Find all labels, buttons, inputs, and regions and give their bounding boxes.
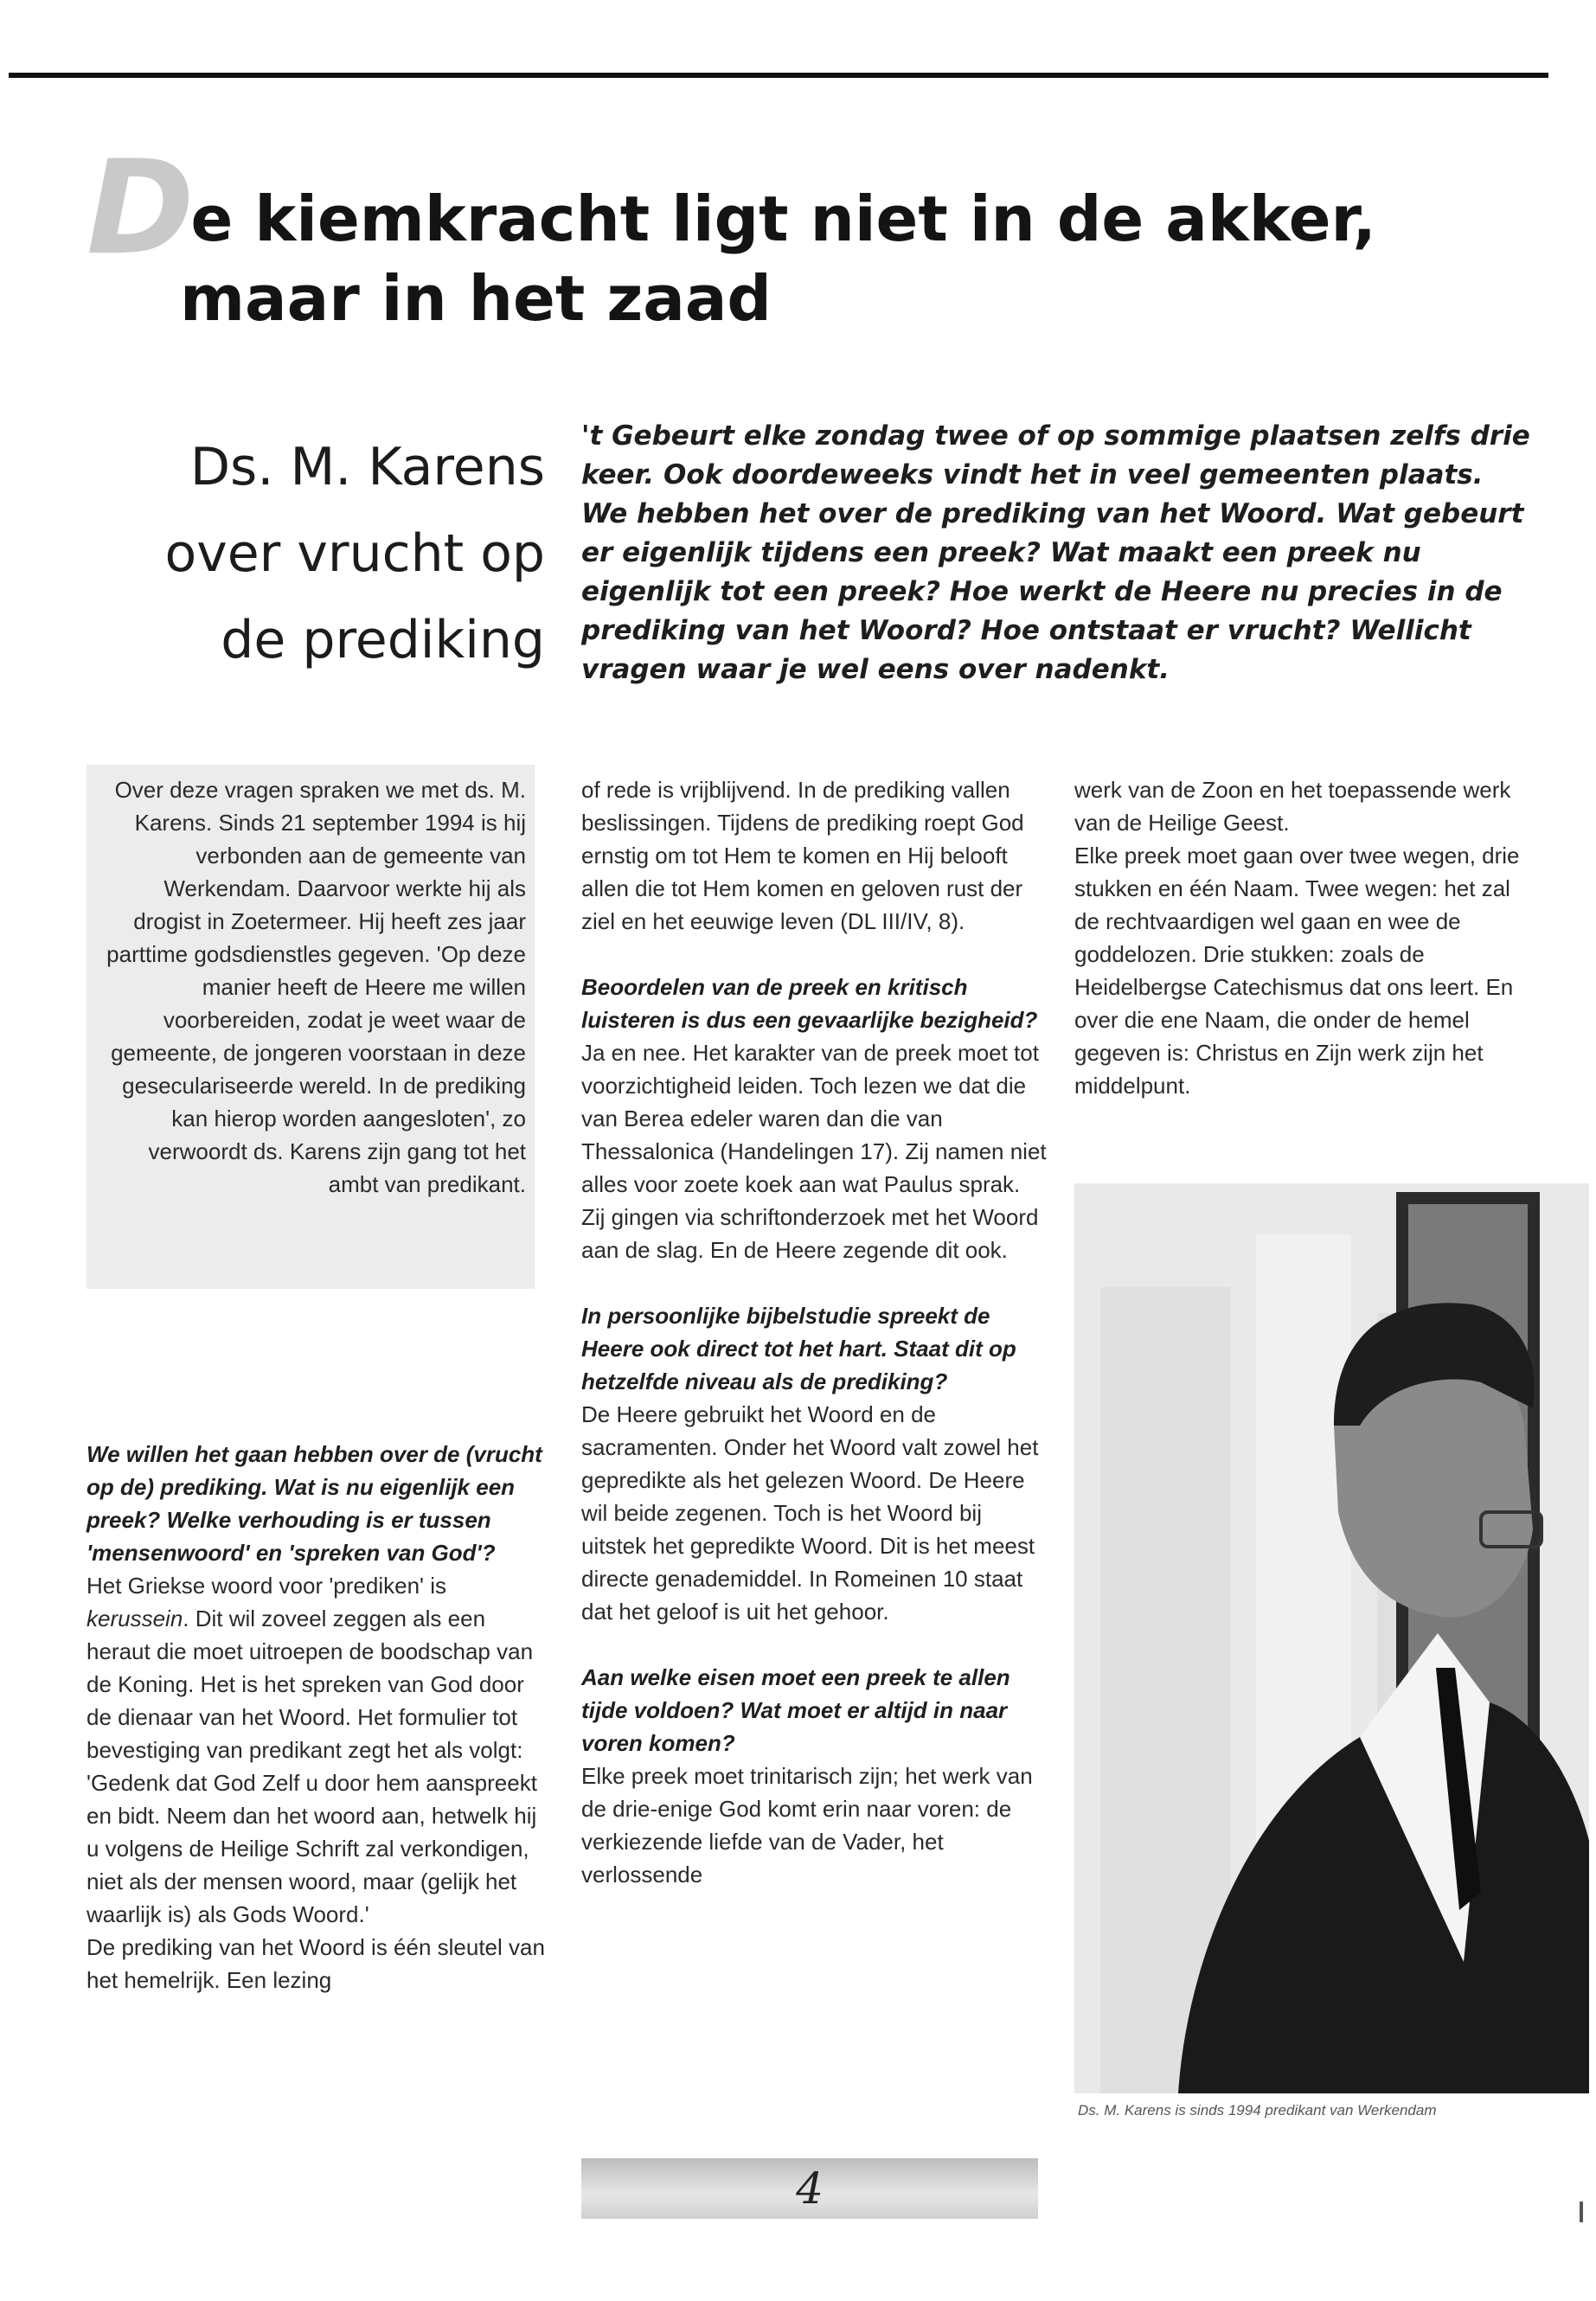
lead-paragraph: 't Gebeurt elke zondag twee of op sommige plaatsen zelfs drie keer. Ook doordeweeks vindt het in veel gemeenten plaats. We hebben het over de prediking van het Woord. Wat gebeurt er eigenlijk tijdens een preek? Wat maakt een preek nu eigenlijk tot een preek? Hoe werkt de Heere nu precies in de prediking van het Woord? Hoe ontstaat er vrucht? Wellicht vragen waar je wel eens over nadenkt. [581,420,1530,685]
answer-2: Ja en nee. Het karakter van de preek moet tot voorzichtigheid leiden. Toch lezen we dat die van Berea edeler waren dan die van Thessalonica (Handelingen 17). Zij namen niet alles voor zoete koek aan wat Paulus sprak. Zij gingen via schriftonderzoek met het Woord aan de slag. En de Heere zegende dit ook. [581,1040,1047,1263]
answer-1b: De prediking van het Woord is één sleutel van het hemelrijk. Een lezing [87,1934,545,1993]
column-3 [1074,773,1542,1102]
column-2 [581,773,1048,1891]
title-dropcap: D [87,133,195,284]
subtitle-line-2: over vrucht op [164,523,545,584]
photo-caption: Ds. M. Karens is sinds 1994 predikant van Werkendam [1078,2102,1437,2118]
answer-1-term: kerussein [87,1606,183,1631]
question-4: Aan welke eisen moet een preek te allen tijde voldoen? Wat moet er altijd in naar voren komen? [581,1664,1010,1756]
article-title [87,133,1471,338]
answer-1-continued: of rede is vrijblijvend. In de prediking vallen beslissingen. Tijdens de prediking roept God ernstig om tot Hem te komen en Hij belooft allen die tot Hem komen en geloven rust der ziel en het eeuwige leven (DL III/IV, 8). [581,777,1024,934]
answer-3: De Heere gebruikt het Woord en de sacramenten. Onder het Woord valt zowel het gepredikte als het gelezen Woord. De Heere wil beide zegenen. Toch is het Woord bij uitstek het gepredikte Woord. Dit is het meest directe genademiddel. In Romeinen 10 staat dat het geloof is uit het gehoor. [581,1401,1039,1625]
answer-4b: Elke preek moet gaan over twee wegen, drie stukken en één Naam. Twee wegen: het zal de rechtvaardigen wel gaan en wee de goddelozen. Drie stukken: zoals de Heidelbergse Catechismus dat ons leert. En over die ene Naam, die onder de hemel gegeven is: Christus en Zijn werk zijn het middelpunt. [1074,843,1520,1099]
answer-1-rest: . Dit wil zoveel zeggen als een heraut die moet uitroepen de boodschap van de Koning. Het is het spreken van God door de dienaar van het Woord. Het formulier tot bevestiging van predikant zegt het als volgt: 'Gedenk dat God Zelf u door hem aanspreekt en bidt. Neem dan het woord aan, hetwelk hij u volgens de Heilige Schrift zal verkondigen, niet als der mensen woord, maar (gelijk het waarlijk is) als Gods Woord.' [87,1606,537,1927]
answer-1-start: Het Griekse woord voor 'prediken' is [87,1573,446,1599]
top-rule [9,73,1587,78]
answer-4: Elke preek moet trinitarisch zijn; het werk van de drie-enige God komt erin naar voren: de verkiezende liefde van de Vader, het verlossende [581,1763,1033,1888]
title-line-2: maar in het zaad [180,262,772,335]
page-number: 4 [581,2158,1038,2219]
top-rule-gap [1548,73,1596,78]
question-1: We willen het gaan hebben over de (vrucht op de) prediking. Wat is nu eigenlijk een preek? Welke verhouding is er tussen 'mensenwoord' en 'spreken van God'? [87,1441,542,1566]
answer-4-continued: werk van de Zoon en het toepassende werk van de Heilige Geest. [1074,777,1511,836]
question-2: Beoordelen van de preek en kritisch luisteren is dus een gevaarlijke bezigheid? [581,974,1038,1033]
portrait-illustration [1074,1183,1589,2093]
column-1 [87,1438,545,1997]
answer-1 [87,1569,545,1931]
crop-mark [1580,2202,1583,2222]
question-3: In persoonlijke bijbelstudie spreekt de Heere ook direct tot het hart. Staat dit op hetzelfde niveau als de prediking? [581,1303,1016,1394]
article-subtitle [104,424,545,683]
portrait-photo [1074,1183,1589,2093]
subtitle-line-1: Ds. M. Karens [189,437,545,497]
intro-text: Over deze vragen spraken we met ds. M. Karens. Sinds 21 september 1994 is hij verbonden aan de gemeente van Werkendam. Daarvoor werkte hij als drogist in Zoetermeer. Hij heeft zes jaar parttime godsdienstles gegeven. 'Op deze manier heeft de Heere me willen voorbereiden, zodat je weet waar de gemeente, de jongeren voorstaan in deze geseculariseerde wereld. In de prediking kan hierop worden aangesloten', zo verwoordt ds. Karens zijn gang tot het ambt van predikant. [106,777,526,1197]
title-line-1: e kiemkracht ligt niet in de akker, [190,183,1376,255]
subtitle-line-3: de prediking [221,610,545,670]
